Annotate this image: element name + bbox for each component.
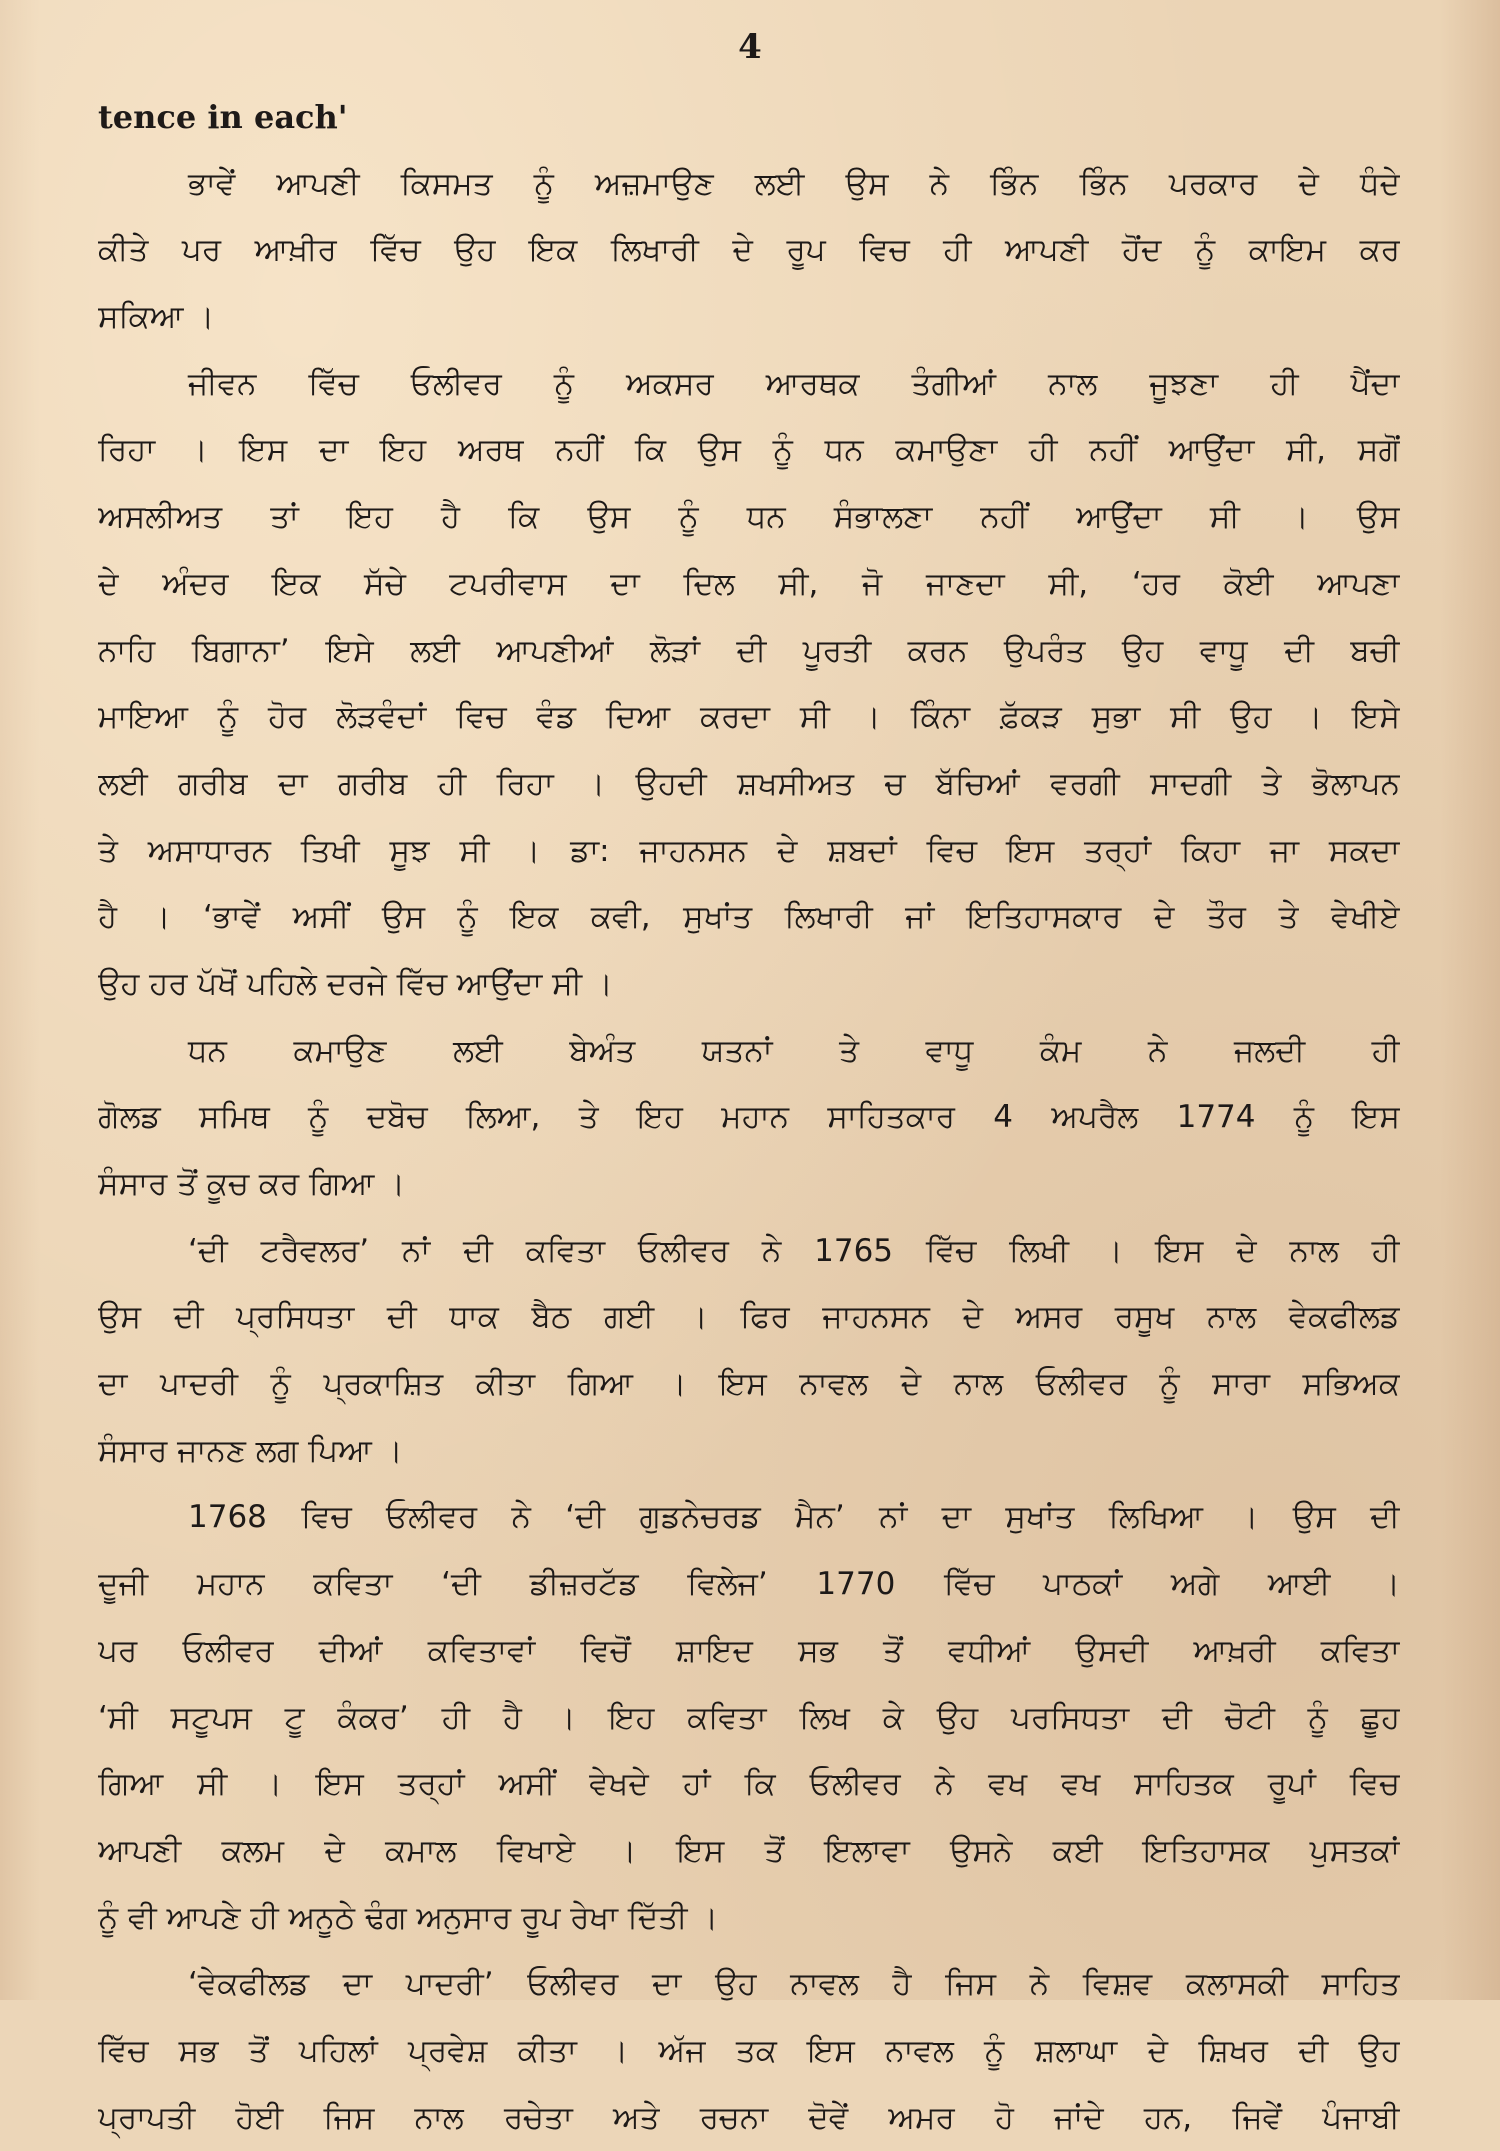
text-line: ਜੀਵਨ ਵਿੱਚ ਓਲੀਵਰ ਨੂੰ ਅਕਸਰ ਆਰਥਕ ਤੰਗੀਆਂ ਨਾਲ ਜੂਝਣਾ ਹੀ ਪੈਂਦਾ xyxy=(188,365,1400,402)
text-line: ਨਾਹਿ ਬਿਗਾਨਾ’ ਇਸੇ ਲਈ ਆਪਣੀਆਂ ਲੋੜਾਂ ਦੀ ਪੂਰਤੀ ਕਰਨ ਉਪਰੰਤ ਉਹ ਵਾਧੂ ਦੀ ਬਚੀ xyxy=(98,632,1400,669)
text-line: ਸੰਸਾਰ ਤੋਂ ਕੂਚ ਕਰ ਗਿਆ । xyxy=(98,1166,406,1202)
text-line: ਕੀਤੇ ਪਰ ਆਖ਼ੀਰ ਵਿੱਚ ਉਹ ਇਕ ਲਿਖਾਰੀ ਦੇ ਰੂਪ ਵਿਚ ਹੀ ਆਪਣੀ ਹੋਂਦ ਨੂੰ ਕਾਇਮ ਕਰ xyxy=(98,232,1400,269)
text-line: tence in each' xyxy=(98,98,348,136)
text-line: ‘ਸੀ ਸਟੂਪਸ ਟੂ ਕੰਕਰ’ ਹੀ ਹੈ । ਇਹ ਕਵਿਤਾ ਲਿਖ ਕੇ ਉਹ ਪਰਸਿਧਤਾ ਦੀ ਚੋਟੀ ਨੂੰ ਛੂਹ xyxy=(98,1699,1400,1736)
text-line: ਦਾ ਪਾਦਰੀ ਨੂੰ ਪ੍ਰਕਾਸ਼ਿਤ ਕੀਤਾ ਗਿਆ । ਇਸ ਨਾਵਲ ਦੇ ਨਾਲ ਓਲੀਵਰ ਨੂੰ ਸਾਰਾ ਸਭਿਅਕ xyxy=(98,1366,1400,1403)
text-line: ਗਿਆ ਸੀ । ਇਸ ਤਰ੍ਹਾਂ ਅਸੀਂ ਵੇਖਦੇ ਹਾਂ ਕਿ ਓਲੀਵਰ ਨੇ ਵਖ ਵਖ ਸਾਹਿਤਕ ਰੂਪਾਂ ਵਿਚ xyxy=(98,1766,1400,1803)
text-line: ਰਿਹਾ । ਇਸ ਦਾ ਇਹ ਅਰਥ ਨਹੀਂ ਕਿ ਉਸ ਨੂੰ ਧਨ ਕਮਾਉਣਾ ਹੀ ਨਹੀਂ ਆਉਂਦਾ ਸੀ, ਸਗੋਂ xyxy=(98,432,1400,469)
body-text xyxy=(98,84,1400,2151)
text-line: ਤੇ ਅਸਾਧਾਰਨ ਤਿਖੀ ਸੂਝ ਸੀ । ਡਾ: ਜਾਹਨਸਨ ਦੇ ਸ਼ਬਦਾਂ ਵਿਚ ਇਸ ਤਰ੍ਹਾਂ ਕਿਹਾ ਜਾ ਸਕਦਾ xyxy=(98,832,1400,869)
text-line: 1768 ਵਿਚ ਓਲੀਵਰ ਨੇ ‘ਦੀ ਗੁਡਨੇਚਰਡ ਮੈਨ’ ਨਾਂ ਦਾ ਸੁਖਾਂਤ ਲਿਖਿਆ । ਉਸ ਦੀ xyxy=(188,1499,1400,1536)
text-line: ਹੈ । ‘ਭਾਵੇਂ ਅਸੀਂ ਉਸ ਨੂੰ ਇਕ ਕਵੀ, ਸੁਖਾਂਤ ਲਿਖਾਰੀ ਜਾਂ ਇਤਿਹਾਸਕਾਰ ਦੇ ਤੌਰ ਤੇ ਵੇਖੀਏ xyxy=(98,899,1400,936)
text-line: ਆਪਣੀ ਕਲਮ ਦੇ ਕਮਾਲ ਵਿਖਾਏ । ਇਸ ਤੋਂ ਇਲਾਵਾ ਉਸਨੇ ਕਈ ਇਤਿਹਾਸਕ ਪੁਸਤਕਾਂ xyxy=(98,1832,1400,1869)
text-line: ਪਰ ਓਲੀਵਰ ਦੀਆਂ ਕਵਿਤਾਵਾਂ ਵਿਚੋਂ ਸ਼ਾਇਦ ਸਭ ਤੋਂ ਵਧੀਆਂ ਉਸਦੀ ਆਖ਼ਰੀ ਕਵਿਤਾ xyxy=(98,1632,1400,1669)
text-line: ਨੂੰ ਵੀ ਆਪਣੇ ਹੀ ਅਨੂਠੇ ਢੰਗ ਅਨੁਸਾਰ ਰੂਪ ਰੇਖਾ ਦਿੱਤੀ । xyxy=(98,1899,719,1936)
text-line: ਭਾਵੇਂ ਆਪਣੀ ਕਿਸਮਤ ਨੂੰ ਅਜ਼ਮਾਉਣ ਲਈ ਉਸ ਨੇ ਭਿੰਨ ਭਿੰਨ ਪਰਕਾਰ ਦੇ ਧੰਦੇ xyxy=(188,165,1400,202)
text-line: ‘ਵੇਕਫੀਲਡ ਦਾ ਪਾਦਰੀ’ ਓਲੀਵਰ ਦਾ ਉਹ ਨਾਵਲ ਹੈ ਜਿਸ ਨੇ ਵਿਸ਼ਵ ਕਲਾਸਕੀ ਸਾਹਿਤ xyxy=(188,1966,1400,2003)
text-line: ਅਸਲੀਅਤ ਤਾਂ ਇਹ ਹੈ ਕਿ ਉਸ ਨੂੰ ਧਨ ਸੰਭਾਲਣਾ ਨਹੀਂ ਆਉਂਦਾ ਸੀ । ਉਸ xyxy=(98,499,1400,536)
text-line: ਵਿੱਚ ਸਭ ਤੋਂ ਪਹਿਲਾਂ ਪ੍ਰਵੇਸ਼ ਕੀਤਾ । ਅੱਜ ਤਕ ਇਸ ਨਾਵਲ ਨੂੰ ਸ਼ਲਾਘਾ ਦੇ ਸ਼ਿਖਰ ਦੀ ਉਹ xyxy=(98,2032,1400,2069)
text-line: ਗੋਲਡ ਸਮਿਥ ਨੂੰ ਦਬੋਚ ਲਿਆ, ਤੇ ਇਹ ਮਹਾਨ ਸਾਹਿਤਕਾਰ 4 ਅਪਰੈਲ 1774 ਨੂੰ ਇਸ xyxy=(98,1099,1400,1136)
text-line: ਮਾਇਆ ਨੂੰ ਹੋਰ ਲੋੜਵੰਦਾਂ ਵਿਚ ਵੰਡ ਦਿਆ ਕਰਦਾ ਸੀ । ਕਿੰਨਾ ਫ਼ੱਕੜ ਸੁਭਾ ਸੀ ਉਹ । ਇਸੇ xyxy=(98,699,1400,736)
text-line: ਦੂਜੀ ਮਹਾਨ ਕਵਿਤਾ ‘ਦੀ ਡੀਜ਼ਰਟੱਡ ਵਿਲੇਜ’ 1770 ਵਿੱਚ ਪਾਠਕਾਂ ਅਗੇ ਆਈ । xyxy=(98,1566,1400,1603)
text-line: ਲਈ ਗਰੀਬ ਦਾ ਗਰੀਬ ਹੀ ਰਿਹਾ । ਉਹਦੀ ਸ਼ਖਸੀਅਤ ਚ ਬੱਚਿਆਂ ਵਰਗੀ ਸਾਦਗੀ ਤੇ ਭੋਲਾਪਨ xyxy=(98,765,1400,802)
text-line: ਸਕਿਆ । xyxy=(98,299,215,336)
text-line: ਧਨ ਕਮਾਉਣ ਲਈ ਬੇਅੰਤ ਯਤਨਾਂ ਤੇ ਵਾਧੂ ਕੰਮ ਨੇ ਜਲਦੀ ਹੀ xyxy=(188,1032,1400,1069)
page-number: 4 xyxy=(738,27,762,67)
text-line: ਉਹ ਹਰ ਪੱਖੋਂ ਪਹਿਲੇ ਦਰਜੇ ਵਿੱਚ ਆਉਂਦਾ ਸੀ । xyxy=(98,965,613,1002)
text-line: ਦੇ ਅੰਦਰ ਇਕ ਸੱਚੇ ਟਪਰੀਵਾਸ ਦਾ ਦਿਲ ਸੀ, ਜੋ ਜਾਣਦਾ ਸੀ, ‘ਹਰ ਕੋਈ ਆਪਣਾ xyxy=(98,565,1400,602)
text-line: ਉਸ ਦੀ ਪ੍ਰਸਿਧਤਾ ਦੀ ਧਾਕ ਬੈਠ ਗਈ । ਫਿਰ ਜਾਹਨਸਨ ਦੇ ਅਸਰ ਰਸੂਖ ਨਾਲ ਵੇਕਫੀਲਡ xyxy=(98,1299,1400,1336)
text-line: ‘ਦੀ ਟਰੈਵਲਰ’ ਨਾਂ ਦੀ ਕਵਿਤਾ ਓਲੀਵਰ ਨੇ 1765 ਵਿੱਚ ਲਿਖੀ । ਇਸ ਦੇ ਨਾਲ ਹੀ xyxy=(188,1232,1400,1269)
text-line: ਸੰਸਾਰ ਜਾਨਣ ਲਗ ਪਿਆ । xyxy=(98,1432,403,1469)
text-line: ਪ੍ਰਾਪਤੀ ਹੋਈ ਜਿਸ ਨਾਲ ਰਚੇਤਾ ਅਤੇ ਰਚਨਾ ਦੋਵੇਂ ਅਮਰ ਹੋ ਜਾਂਦੇ ਹਨ, ਜਿਵੇਂ ਪੰਜਾਬੀ xyxy=(98,2099,1400,2136)
